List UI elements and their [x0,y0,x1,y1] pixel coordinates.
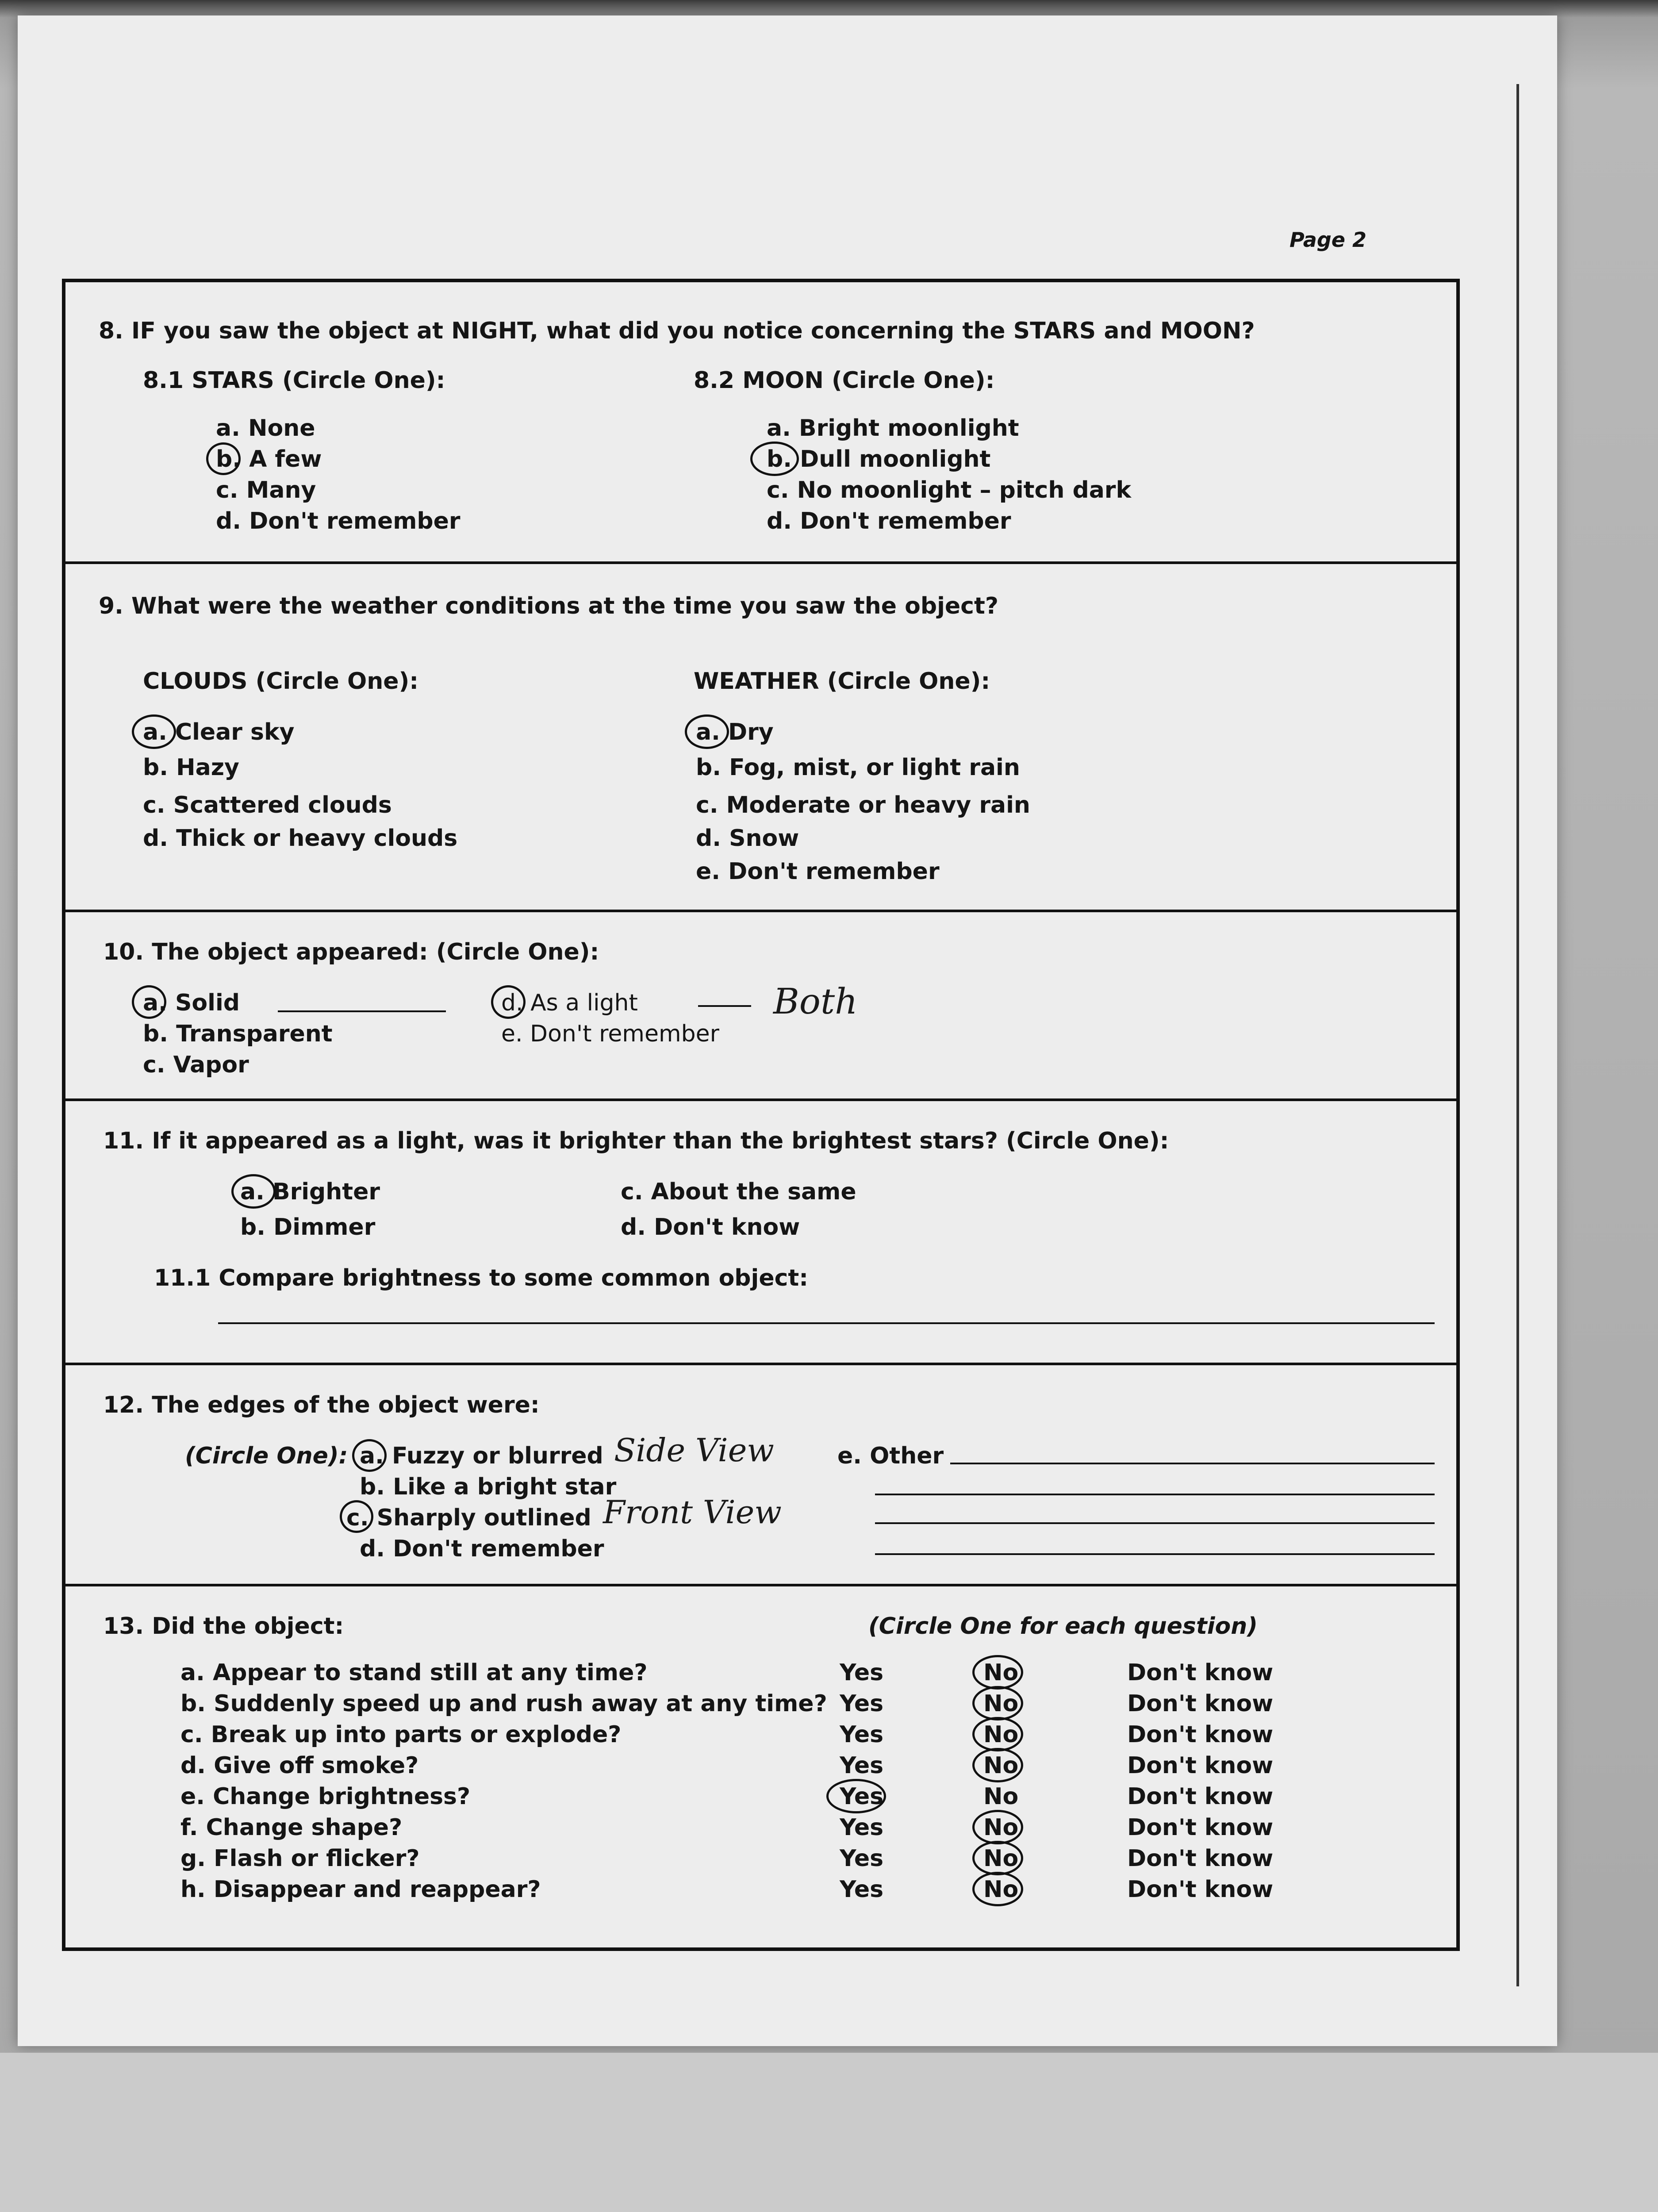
q9-weather-option-b[interactable]: b. Fog, mist, or light rain [696,754,1020,781]
q10-option-e[interactable]: e. Don't remember [501,1021,719,1047]
q13-row-d-yes[interactable]: Yes [840,1752,884,1779]
q13-row-g-label: g. Flash or flicker? [180,1845,420,1872]
q11-option-d[interactable]: d. Don't know [621,1214,800,1240]
q9-clouds-heading: CLOUDS (Circle One): [143,668,419,695]
q10-handwritten-note: Both [773,981,858,1022]
q12-other-line-1[interactable] [950,1463,1435,1464]
q11-sub-question: 11.1 Compare brightness to some common object: [154,1265,809,1291]
q12-question: 12. The edges of the object were: [103,1392,540,1418]
q10-option-c[interactable]: c. Vapor [143,1052,249,1078]
q11-selection-circle [231,1174,276,1209]
q8-stars-selection-circle [206,442,241,475]
q9-clouds-selection-circle [132,714,176,749]
q13-row-d-label: d. Give off smoke? [180,1752,419,1779]
q10-light-dash [698,1005,751,1007]
q9-weather-option-c[interactable]: c. Moderate or heavy rain [696,792,1030,818]
q8-moon-selection-circle [750,442,799,476]
q11-option-c[interactable]: c. About the same [621,1179,856,1205]
q13-row-f-no[interactable]: No [983,1814,1019,1841]
q9-clouds-option-a[interactable]: a. Clear sky [143,719,295,745]
q13-row-c-circle [972,1717,1023,1751]
q12-circle-label: (Circle One): [185,1443,348,1469]
q8-stars-option-b[interactable]: b. A few [216,446,322,472]
q13-row-e-no[interactable]: No [983,1783,1019,1810]
q12-handwritten-c: Front View [603,1494,782,1531]
q12-other-line-4[interactable] [875,1553,1435,1555]
q9-weather-option-a[interactable]: a. Dry [696,719,774,745]
q13-row-c-yes[interactable]: Yes [840,1721,884,1748]
q13-row-a-dont-know[interactable]: Don't know [1127,1659,1274,1686]
questionnaire-form [62,279,1460,1951]
q13-row-d-dont-know[interactable]: Don't know [1127,1752,1274,1779]
q10-option-d[interactable]: d. As a light [501,990,638,1016]
q13-row-b-label: b. Suddenly speed up and rush away at any time? [180,1690,827,1717]
section-q12 [65,1365,1456,1586]
q10-solid-line [278,1010,446,1012]
q13-row-e-circle [826,1779,886,1813]
section-q9 [65,564,1456,912]
q12-option-b[interactable]: b. Like a bright star [360,1474,617,1500]
q13-row-h-dont-know[interactable]: Don't know [1127,1876,1274,1903]
q13-row-f-dont-know[interactable]: Don't know [1127,1814,1274,1841]
q13-row-h-yes[interactable]: Yes [840,1876,884,1903]
section-q10 [65,912,1456,1101]
q8-moon-option-d[interactable]: d. Don't remember [767,508,1011,534]
q9-weather-heading: WEATHER (Circle One): [694,668,990,695]
q13-row-f-yes[interactable]: Yes [840,1814,884,1841]
q12-option-c[interactable]: c. Sharply outlined [346,1505,591,1531]
q13-row-c-dont-know[interactable]: Don't know [1127,1721,1274,1748]
q13-row-b-dont-know[interactable]: Don't know [1127,1690,1274,1717]
q13-row-f-label: f. Change shape? [180,1814,403,1841]
section-q8 [65,282,1456,564]
page-label: Page 2 [1290,228,1366,252]
q13-row-f-circle [972,1810,1023,1844]
q13-row-h-no[interactable]: No [983,1876,1019,1903]
q8-moon-option-a[interactable]: a. Bright moonlight [767,415,1019,442]
q9-question: 9. What were the weather conditions at the time you saw the object? [99,593,999,619]
q13-question: 13. Did the object: [103,1613,344,1640]
q11-question: 11. If it appeared as a light, was it brighter than the brightest stars? (Circle One): [103,1128,1169,1154]
q9-clouds-option-c[interactable]: c. Scattered clouds [143,792,392,818]
section-q11 [65,1101,1456,1365]
q13-row-h-label: h. Disappear and reappear? [180,1876,541,1903]
q9-weather-selection-circle [685,714,729,749]
q8-moon-option-c[interactable]: c. No moonlight – pitch dark [767,477,1132,503]
q13-row-b-circle [972,1686,1023,1720]
q11-option-a[interactable]: a. Brighter [240,1179,380,1205]
q13-row-b-no[interactable]: No [983,1690,1019,1717]
q12-other-line-2[interactable] [875,1494,1435,1495]
q13-row-h-circle [972,1872,1023,1906]
q9-weather-option-e[interactable]: e. Don't remember [696,858,940,885]
q11-option-b[interactable]: b. Dimmer [240,1214,376,1240]
q10-option-b[interactable]: b. Transparent [143,1021,333,1047]
q13-row-a-circle [972,1655,1023,1690]
q9-weather-option-d[interactable]: d. Snow [696,825,799,852]
q13-row-e-dont-know[interactable]: Don't know [1127,1783,1274,1810]
q8-stars-option-c[interactable]: c. Many [216,477,316,503]
q8-stars-option-d[interactable]: d. Don't remember [216,508,461,534]
q13-row-a-yes[interactable]: Yes [840,1659,884,1686]
q13-row-g-dont-know[interactable]: Don't know [1127,1845,1274,1872]
q12-selection-circle-a [352,1439,387,1472]
sheet-edge-line [1516,84,1519,1986]
q8-stars-option-a[interactable]: a. None [216,415,315,442]
q12-option-a[interactable]: a. Fuzzy or blurred [360,1443,603,1469]
q13-row-g-yes[interactable]: Yes [840,1845,884,1872]
q8-moon-option-b[interactable]: b. Dull moonlight [767,446,991,472]
q12-handwritten-a: Side View [614,1432,774,1469]
q8-question: 8. IF you saw the object at NIGHT, what did you notice concerning the STARS and MOON? [99,318,1255,344]
q8-moon-heading: 8.2 MOON (Circle One): [694,367,995,394]
q8-stars-heading: 8.1 STARS (Circle One): [143,367,445,394]
section-q13 [65,1586,1456,1947]
q13-row-g-circle [972,1841,1023,1875]
q11-answer-line[interactable] [218,1322,1435,1324]
q10-selection-circle-a [132,985,166,1019]
q12-option-e[interactable]: e. Other [837,1443,944,1469]
scan-bottom-strip [0,2053,1658,2212]
q13-row-e-yes[interactable]: Yes [840,1783,884,1810]
q13-row-b-yes[interactable]: Yes [840,1690,884,1717]
q12-selection-circle-c [340,1500,373,1533]
q13-row-e-label: e. Change brightness? [180,1783,471,1810]
q12-option-d[interactable]: d. Don't remember [360,1536,604,1562]
q13-row-a-no[interactable]: No [983,1659,1019,1686]
q10-option-a[interactable]: a. Solid [143,990,240,1016]
q13-row-c-no[interactable]: No [983,1721,1019,1748]
q12-other-line-3[interactable] [875,1522,1435,1524]
q9-clouds-option-d[interactable]: d. Thick or heavy clouds [143,825,458,852]
q13-row-d-no[interactable]: No [983,1752,1019,1779]
q13-row-d-circle [972,1748,1023,1782]
q13-row-a-label: a. Appear to stand still at any time? [180,1659,648,1686]
q10-selection-circle-d [491,985,526,1019]
q13-row-g-no[interactable]: No [983,1845,1019,1872]
q13-row-c-label: c. Break up into parts or explode? [180,1721,622,1748]
q10-question: 10. The object appeared: (Circle One): [103,939,599,965]
q9-clouds-option-b[interactable]: b. Hazy [143,754,239,781]
q13-instruction: (Circle One for each question) [868,1613,1258,1640]
